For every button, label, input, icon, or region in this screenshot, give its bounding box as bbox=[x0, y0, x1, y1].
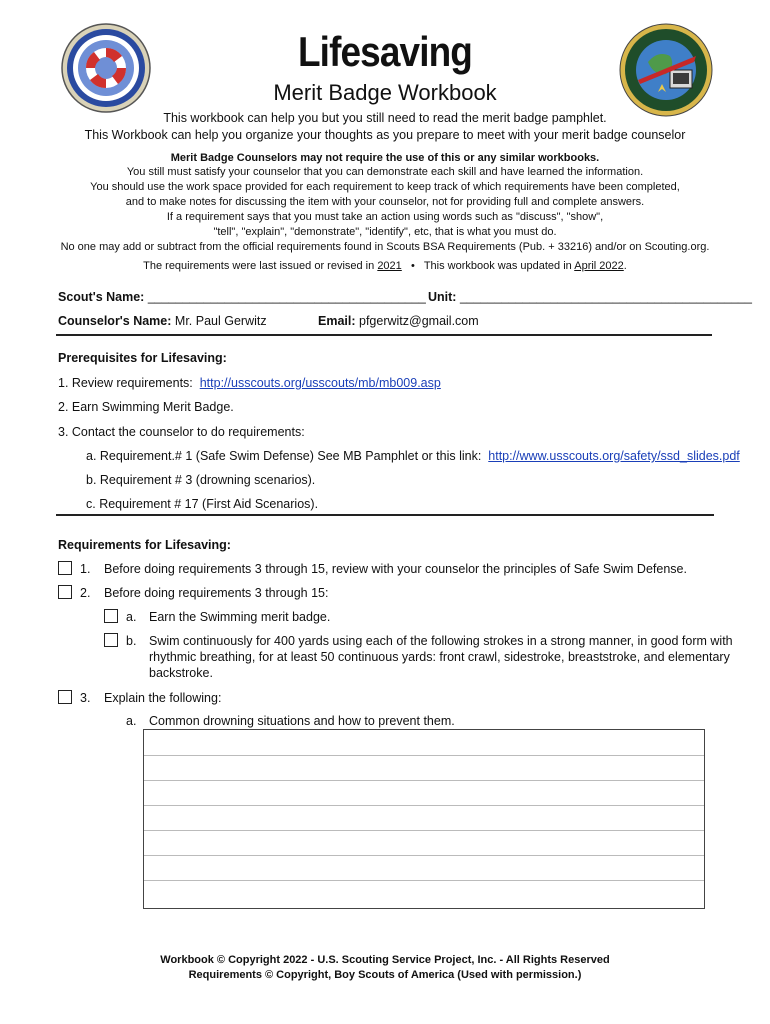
req-2b-number: b. bbox=[126, 634, 137, 648]
issued-prefix: The requirements were last issued or revised in bbox=[143, 260, 375, 272]
req-1-text: Before doing requirements 3 through 15, review with your counselor the principles of Safe Swim Defense. bbox=[104, 562, 687, 576]
req-1-checkbox[interactable] bbox=[58, 561, 72, 575]
answer-line bbox=[144, 805, 704, 806]
prereq-sub-b: b. Requirement # 3 (drowning scenarios). bbox=[86, 473, 316, 487]
prereq-sub-a-text: a. Requirement.# 1 (Safe Swim Defense) See MB Pamphlet or this link: bbox=[86, 449, 482, 463]
req-2-text: Before doing requirements 3 through 15: bbox=[104, 586, 329, 600]
unit-blank[interactable]: __________________________________________ bbox=[459, 290, 752, 304]
notice-line: and to make notes for discussing the item with your counselor, not for providing full and complete answers. bbox=[125, 196, 645, 208]
period: . bbox=[623, 260, 627, 272]
prereq-heading: Prerequisites for Lifesaving: bbox=[58, 351, 227, 365]
prereq-item-2: 2. Earn Swimming Merit Badge. bbox=[58, 400, 234, 414]
req-2-number: 2. bbox=[80, 586, 91, 600]
issued-line bbox=[0, 260, 770, 272]
issued-year: 2021 bbox=[377, 260, 402, 272]
req-2a-text: Earn the Swimming merit badge. bbox=[149, 610, 331, 624]
answer-line bbox=[144, 830, 704, 831]
req-2b-checkbox[interactable] bbox=[104, 633, 118, 647]
req-1-number: 1. bbox=[80, 562, 91, 576]
req-3a-text: Common drowning situations and how to prevent them. bbox=[149, 714, 455, 728]
req-3-text: Explain the following: bbox=[104, 691, 222, 705]
requirements-link[interactable]: http://usscouts.org/usscouts/mb/mb009.asp bbox=[199, 376, 441, 390]
counselor-name-field bbox=[58, 314, 267, 328]
counselor-name-value: Mr. Paul Gerwitz bbox=[174, 314, 267, 328]
prereq-sub-c: c. Requirement # 17 (First Aid Scenarios). bbox=[86, 497, 319, 511]
answer-line bbox=[144, 855, 704, 856]
bullet-separator: • bbox=[410, 260, 415, 272]
updated-prefix: This workbook was updated in bbox=[423, 260, 572, 272]
req-2a-checkbox[interactable] bbox=[104, 609, 118, 623]
prereq-sub-a bbox=[86, 449, 740, 463]
updated-date: April 2022 bbox=[574, 260, 624, 272]
req-3a-answer-box[interactable] bbox=[143, 729, 705, 909]
answer-line bbox=[144, 755, 704, 756]
unit-field[interactable] bbox=[428, 290, 752, 304]
scout-name-blank[interactable]: ________________________________________ bbox=[147, 290, 426, 304]
intro-line-2: This Workbook can help you organize your thoughts as you prepare to meet with your merit badge counselor bbox=[84, 128, 686, 142]
req-2b-line-2: rhythmic breathing, for at least 50 continuous yards: front crawl, sidestroke, breaststroke, and elementary bbox=[149, 650, 730, 664]
req-2b-line-3: backstroke. bbox=[149, 666, 213, 680]
notice-line: You should use the work space provided for each requirement to keep track of which requirements have been completed, bbox=[90, 181, 680, 193]
prereq-item-1-text: 1. Review requirements: bbox=[58, 376, 193, 390]
prereq-item-3: 3. Contact the counselor to do requirements: bbox=[58, 425, 305, 439]
notice-heading: Merit Badge Counselors may not require the use of this or any similar workbooks. bbox=[170, 152, 600, 164]
req-2-checkbox[interactable] bbox=[58, 585, 72, 599]
email-label: Email: bbox=[318, 314, 356, 328]
section-divider bbox=[56, 334, 712, 336]
req-3-number: 3. bbox=[80, 691, 91, 705]
scout-name-field[interactable] bbox=[58, 290, 426, 304]
notice-line: No one may add or subtract from the official requirements found in Scouts BSA Requirements (Pub. + 33216) and/or on Scouting.org. bbox=[60, 241, 710, 253]
intro-line-1: This workbook can help you but you still need to read the merit badge pamphlet. bbox=[163, 111, 607, 125]
req-3a-number: a. bbox=[126, 714, 137, 728]
footer-copyright-1: Workbook © Copyright 2022 - U.S. Scouting Service Project, Inc. - All Rights Reserved bbox=[160, 954, 610, 966]
page-subtitle: Merit Badge Workbook bbox=[273, 80, 497, 105]
scout-name-label: Scout's Name: bbox=[58, 290, 145, 304]
unit-label: Unit: bbox=[428, 290, 457, 304]
email-field bbox=[318, 314, 479, 328]
notice-line: "tell", "explain", "demonstrate", "identify", etc, that is what you must do. bbox=[213, 226, 557, 238]
section-divider bbox=[56, 514, 714, 516]
counselor-name-label: Counselor's Name: bbox=[58, 314, 172, 328]
email-value: pfgerwitz@gmail.com bbox=[359, 314, 479, 328]
req-3-checkbox[interactable] bbox=[58, 690, 72, 704]
footer-copyright-2: Requirements © Copyright, Boy Scouts of America (Used with permission.) bbox=[188, 969, 582, 981]
answer-line bbox=[144, 880, 704, 881]
answer-line bbox=[144, 780, 704, 781]
notice-line: If a requirement says that you must take an action using words such as "discuss", "show", bbox=[166, 211, 604, 223]
ssd-slides-link[interactable]: http://www.usscouts.org/safety/ssd_slides.pdf bbox=[488, 449, 740, 463]
req-2b-line-1: Swim continuously for 400 yards using each of the following strokes in a strong manner, in good form with bbox=[149, 634, 733, 648]
notice-line: You still must satisfy your counselor that you can demonstrate each skill and have learned the information. bbox=[126, 166, 644, 178]
page-title: Lifesaving bbox=[297, 28, 472, 75]
req-2a-number: a. bbox=[126, 610, 137, 624]
requirements-heading: Requirements for Lifesaving: bbox=[58, 538, 231, 552]
prereq-item-1 bbox=[58, 376, 441, 390]
